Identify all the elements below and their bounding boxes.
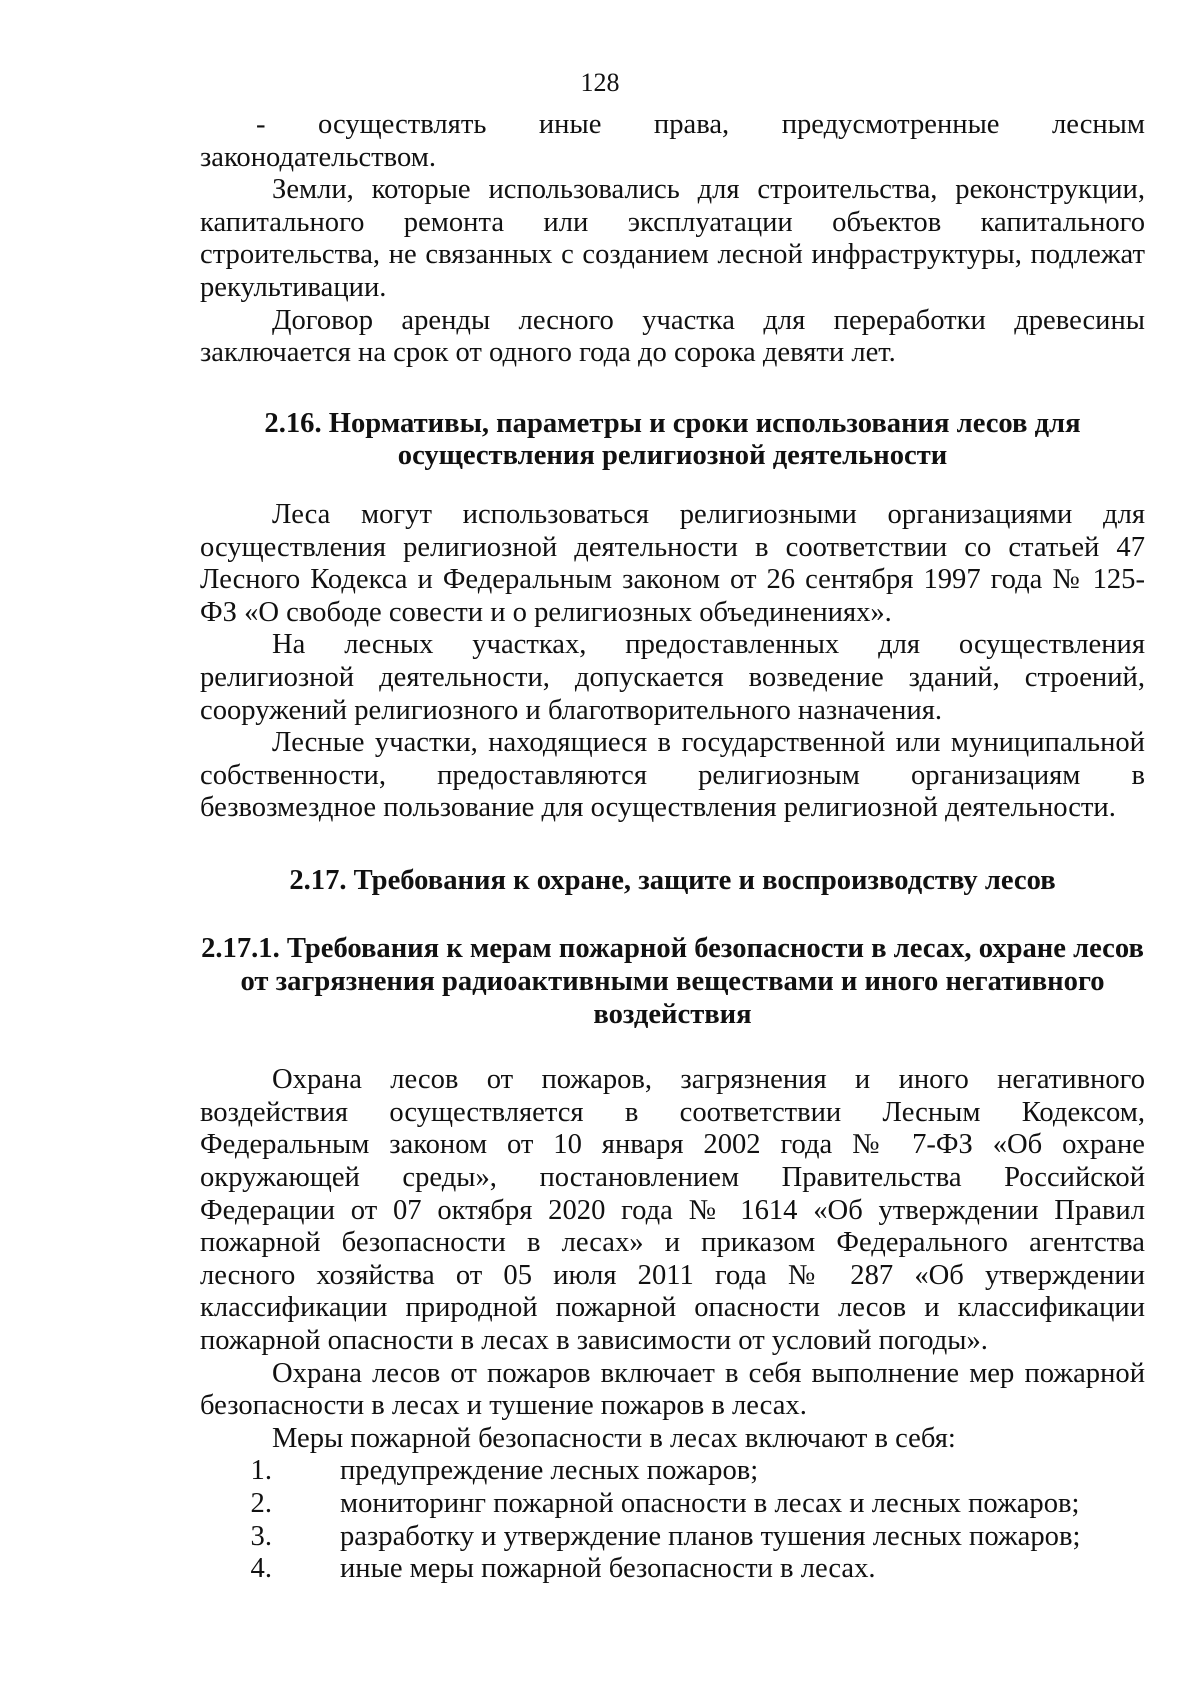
paragraph: законодательством.	[200, 141, 436, 173]
dash-word: осуществлять	[318, 109, 487, 140]
list-text: разработку и утверждение планов тушения лесных пожаров;	[340, 1520, 1081, 1552]
dash-word: -	[256, 109, 266, 140]
paragraph: Договор аренды лесного участка для переработки древесины заключается на срок от одного года до сорока девяти лет.	[200, 304, 1145, 369]
list-item	[200, 1521, 1145, 1554]
subsection-heading: 2.17.1. Требования к мерам пожарной безопасности в лесах, охране лесов	[201, 933, 1144, 965]
subsection-heading: воздействия	[593, 998, 752, 1030]
subsection-heading: от загрязнения радиоактивными веществами и иного негативного	[240, 966, 1105, 998]
list-number: 2.	[250, 1487, 272, 1519]
section-heading: 2.16. Нормативы, параметры и сроки использования лесов для	[264, 407, 1081, 439]
list-text: предупреждение лесных пожаров;	[340, 1455, 759, 1487]
list-item	[200, 1553, 1145, 1586]
list-text: иные меры пожарной безопасности в лесах.	[340, 1553, 876, 1585]
list-number: 3.	[250, 1520, 272, 1552]
dash-word: предусмотренные	[781, 109, 1000, 140]
list-item	[200, 1488, 1145, 1521]
paragraph: На лесных участках, предоставленных для осуществления религиозной деятельности, допускается возведение зданий, строений, сооружений религиозного и благотворительного назначения.	[200, 629, 1145, 726]
page-content	[200, 109, 1145, 1586]
dash-word: лесным	[1052, 109, 1145, 140]
list-text: мониторинг пожарной опасности в лесах и лесных пожаров;	[340, 1487, 1080, 1519]
paragraph: Леса могут использоваться религиозными организациями для осуществления религиозной деятельности в соответствии со статьей 47 Лесного Кодекса и Федеральным законом от 26 сентября 1997 года № 125-ФЗ «О свободе совести и о религиозных объединениях».	[200, 498, 1145, 628]
dash-word: иные	[538, 109, 602, 140]
paragraph: Лесные участки, находящиеся в государственной или муниципальной собственности, предоставляются религиозным организациям в безвозмездное пользование для осуществления религиозной деятельности.	[200, 727, 1145, 824]
paragraph: Охрана лесов от пожаров включает в себя выполнение мер пожарной безопасности в лесах и тушение пожаров в лесах.	[200, 1357, 1145, 1422]
section-heading: осуществления религиозной деятельности	[397, 440, 948, 472]
list-number: 1.	[250, 1455, 272, 1487]
paragraph: Охрана лесов от пожаров, загрязнения и иного негативного воздействия осуществляется в соответствии Лесным Кодексом, Федеральным законом от 10 января 2002 года № 7-ФЗ «Об охране окружающей среды», постановлением Правительства Российской Федерации от 07 октября 2020 года № 1614 «Об утверждении Правил пожарной безопасности в лесах» и приказом Федерального агентства лесного хозяйства от 05 июля 2011 года № 287 «Об утверждении классификации природной пожарной опасности лесов и классификации пожарной опасности в лесах в зависимости от условий погоды».	[200, 1064, 1145, 1356]
page-number: 128	[580, 68, 620, 97]
list-number: 4.	[250, 1553, 272, 1585]
paragraph: Меры пожарной безопасности в лесах включают в себя:	[272, 1422, 956, 1454]
dash-line	[200, 109, 1145, 142]
list-item	[200, 1455, 1145, 1488]
dash-word: права,	[653, 109, 730, 140]
paragraph: Земли, которые использовались для строительства, реконструкции, капитального ремонта или эксплуатации объектов капитального строительства, не связанных с созданием лесной инфраструктуры, подлежат рекультивации.	[200, 174, 1145, 303]
section-heading: 2.17. Требования к охране, защите и воспроизводству лесов	[289, 864, 1056, 896]
